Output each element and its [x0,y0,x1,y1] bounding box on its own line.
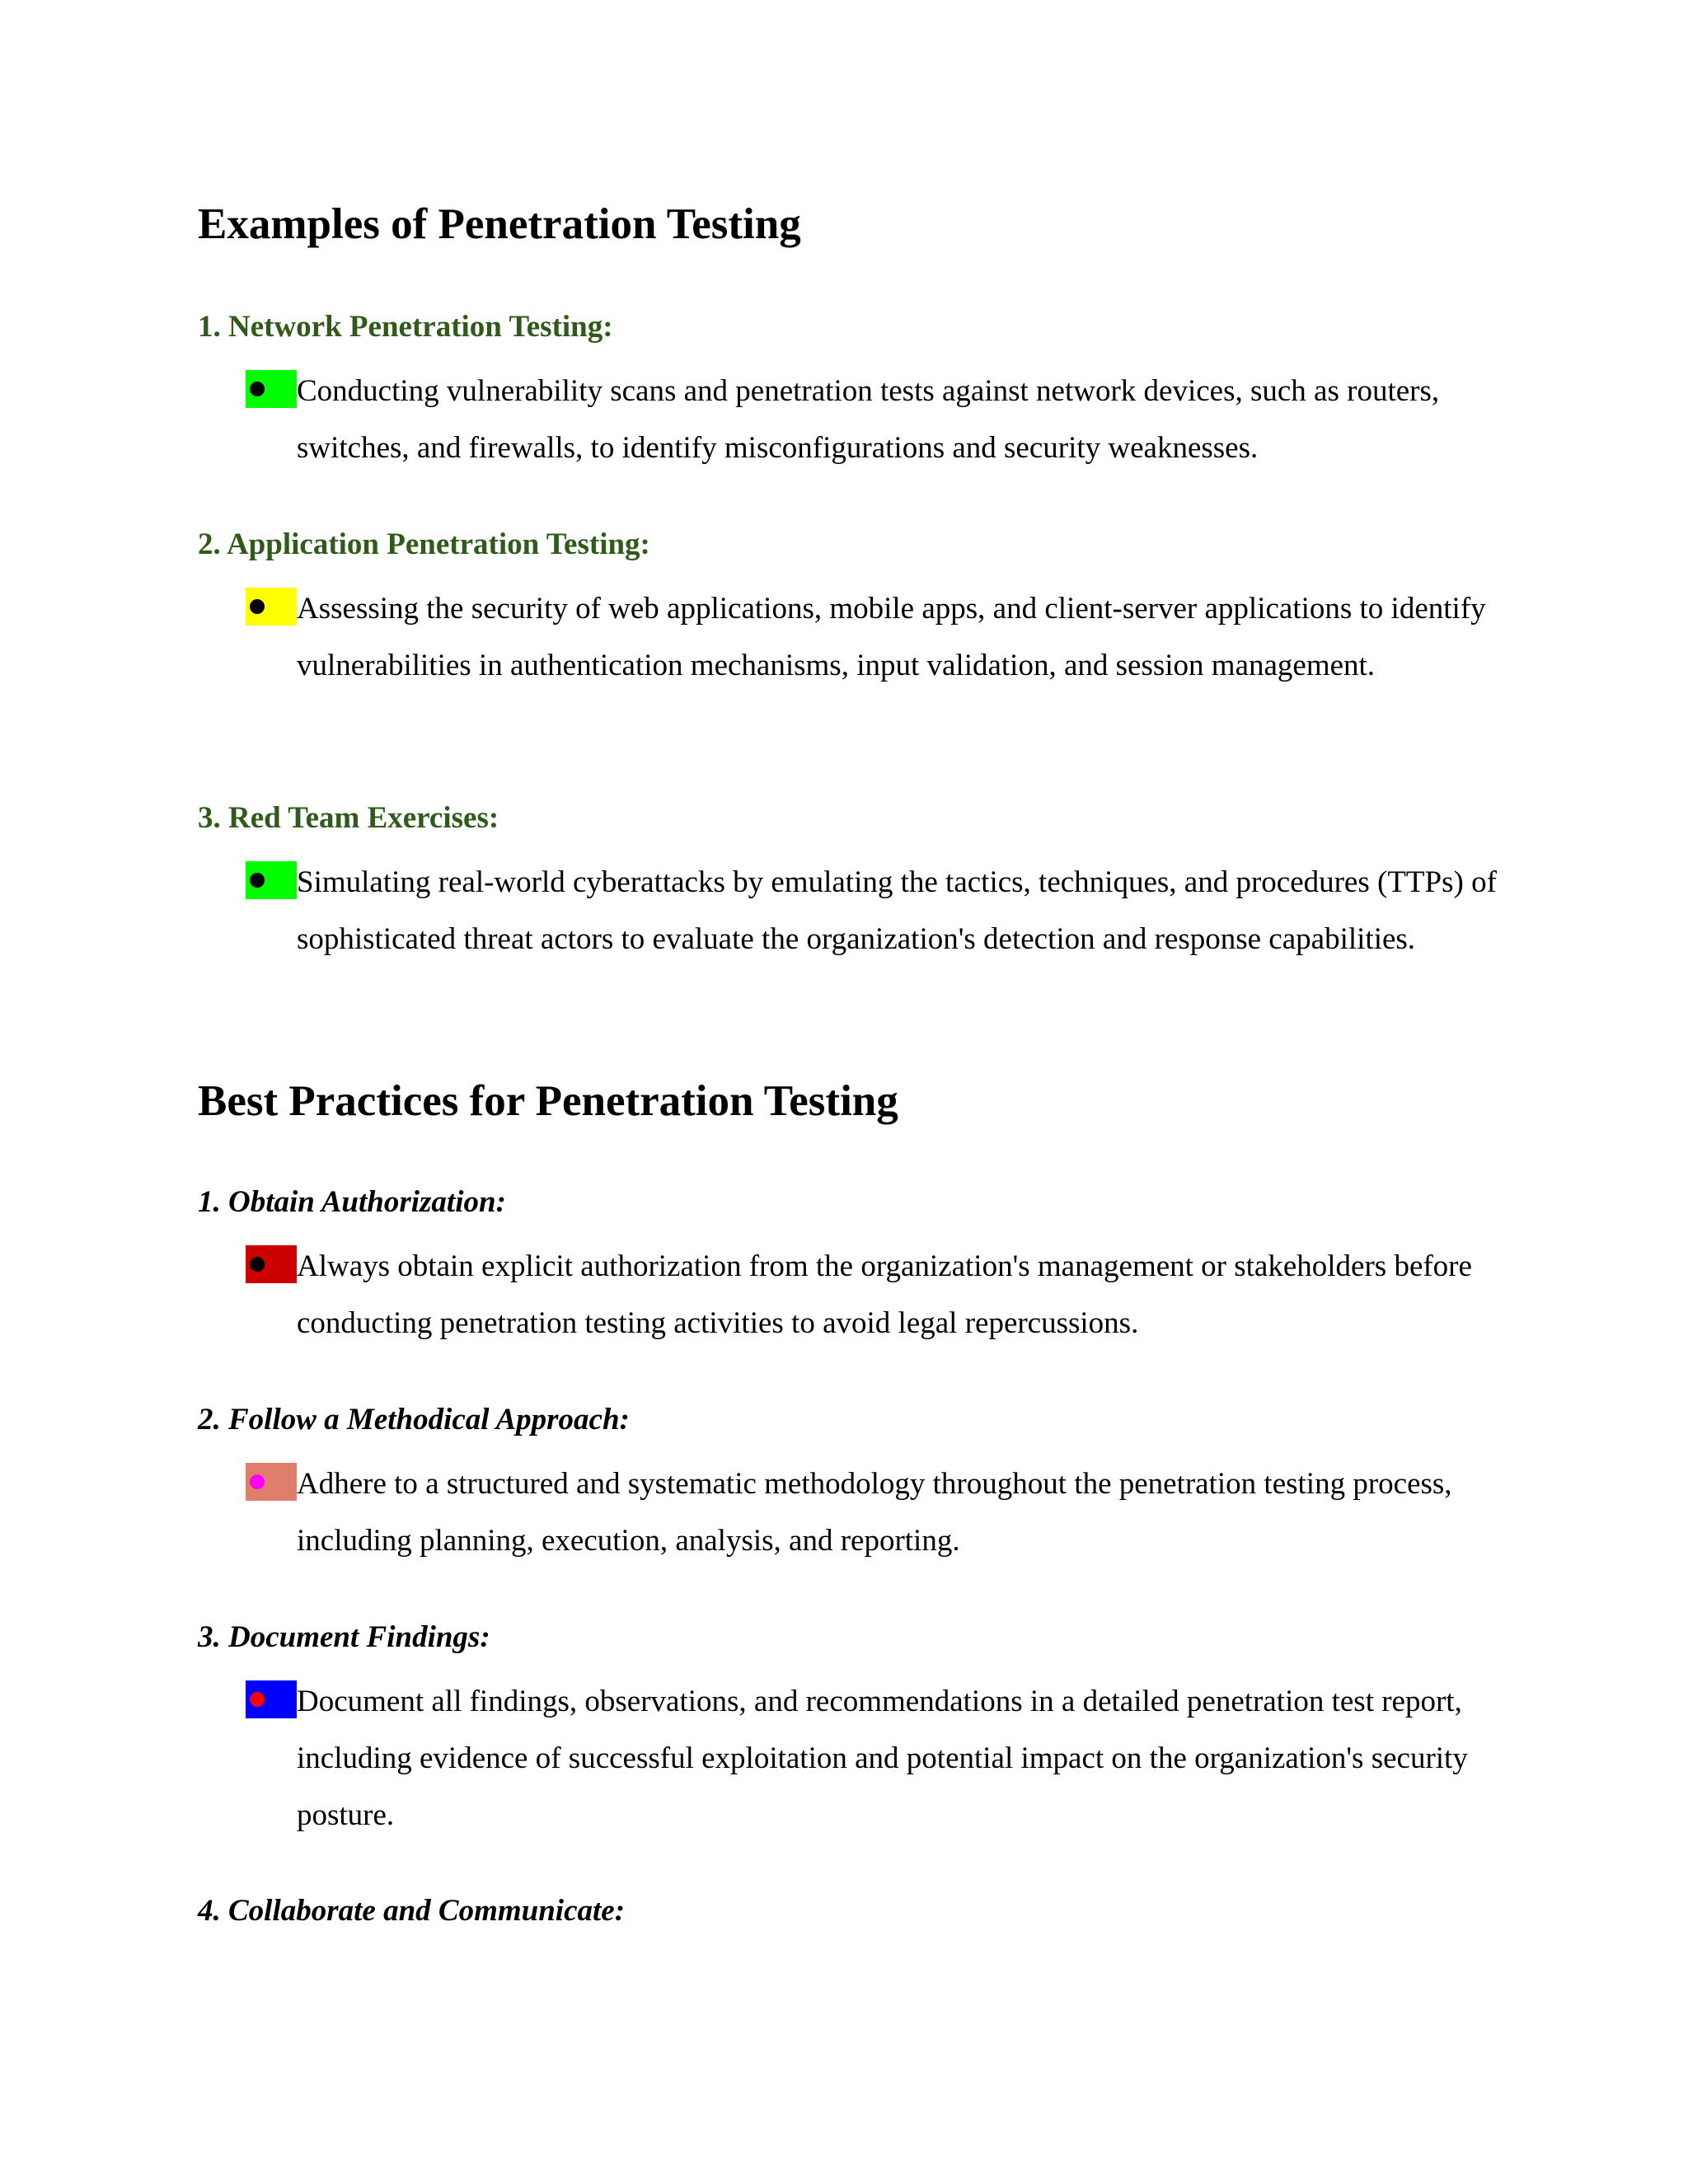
practice-title-authorization: 1. Obtain Authorization: [198,1185,506,1219]
bullet-dot-icon [250,1257,265,1272]
highlight-marker [246,1680,297,1718]
section-heading-best-practices: Best Practices for Penetration Testing [198,1077,898,1125]
list-item-text: Always obtain explicit authorization from the organization's management or stakeholders before conducting penetration testing activities to avoid legal repercussions. [297,1249,1472,1340]
list-item-text: Document all findings, observations, and recommendations in a detailed penetration test report, including evidence of successful exploitation and potential impact on the organization's security posture. [297,1685,1468,1832]
list-item-red-team [246,854,1498,968]
list-item-application [246,580,1498,694]
example-title-network: 1. Network Penetration Testing: [198,310,613,344]
highlight-marker [246,588,297,626]
practice-title-document: 3. Document Findings: [198,1620,490,1654]
highlight-marker [246,1245,297,1283]
highlight-marker [246,861,297,899]
bullet-dot-icon [250,873,265,888]
bullet-dot-icon [250,1692,265,1707]
list-item-methodical [246,1455,1498,1569]
list-item-document [246,1673,1498,1844]
list-item-text: Conducting vulnerability scans and penetration tests against network devices, such as routers, switches, and firewalls, to identify misconfigurations and security weaknesses. [297,374,1440,465]
highlight-marker [246,1463,297,1501]
list-item-network [246,363,1498,476]
list-item-authorization [246,1238,1498,1352]
list-item-text: Simulating real-world cyberattacks by emulating the tactics, techniques, and procedures (TTPs) of sophisticated threat actors to evaluate the organization's detection and response capabilities. [297,865,1497,956]
bullet-dot-icon [250,599,265,614]
practice-title-collaborate: 4. Collaborate and Communicate: [198,1894,626,1928]
bullet-dot-icon [250,1474,265,1489]
section-heading-examples: Examples of Penetration Testing [198,200,801,248]
list-item-text: Adhere to a structured and systematic methodology throughout the penetration testing process, including planning, execution, analysis, and reporting. [297,1467,1452,1558]
practice-title-methodical: 2. Follow a Methodical Approach: [198,1403,630,1436]
highlight-marker [246,370,297,408]
bullet-dot-icon [250,382,265,396]
example-title-application: 2. Application Penetration Testing: [198,527,650,561]
list-item-text: Assessing the security of web applications, mobile apps, and client-server applications to identify vulnerabilities in authentication mechanisms, input validation, and session management. [297,592,1486,682]
example-title-red-team: 3. Red Team Exercises: [198,801,499,835]
